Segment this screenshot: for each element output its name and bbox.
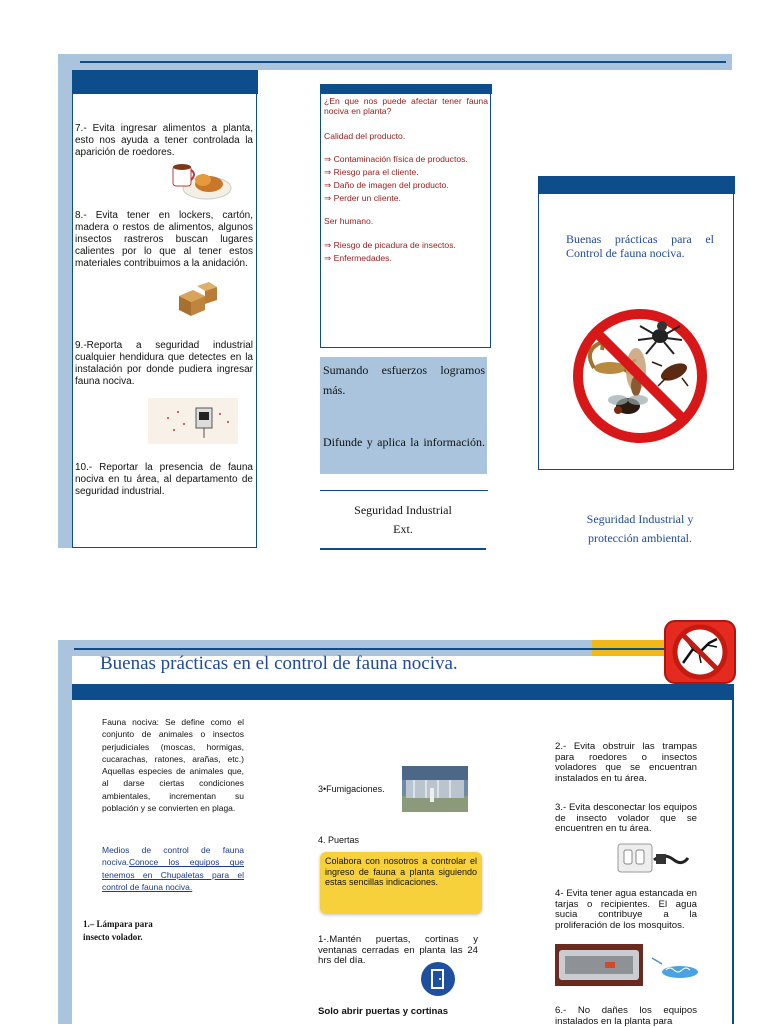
item-8: 8.- Evita tener en lockers, cartón, madera o restos de alimentos, algunos insectos rastreros buscan lugares calientes por lo que al tener estos materiales contribuimos a la anidación. [75,210,253,269]
medios-prefix: Medios de control de fauna nociva. [102,845,244,868]
alarm-sensor-image [148,398,238,444]
slogan-line-2: Difunde y aplica la información. [323,435,485,449]
no-insects-icon [570,306,710,446]
unplugged-outlet-image [616,840,690,878]
product-heading: Calidad del producto. [324,131,406,141]
item-4: 4- Evita tener agua estancada en tarjas o recipientes. El agua sucia contribuye a la proliferación de los mosquitos. [555,889,697,931]
list-item: ⇒ Riesgo de picadura de insectos. [324,240,456,250]
item-7: 7.- Evita ingresar alimentos a planta, esto nos ayuda a tener controlada la aparición de roedores. [75,123,253,158]
item-2: 2.- Evita obstruir las trampas para roedores o insectos voladores que se encuentran instalados en tu área. [555,741,697,784]
item-10: 10.- Reportar la presencia de fauna nociva en tu área, al departamento de seguridad industrial. [75,462,253,497]
bottom-left-strip [58,640,72,1024]
puertas-item-1: 1-.Mantén puertas, cortinas y ventanas cerradas en planta las 24 hrs del día. [318,934,478,966]
footer-line-1: Seguridad Industrial [354,503,452,517]
puertas: 4. Puertas [318,835,360,845]
bold-line: Solo abrir puertas y cortinas [318,1006,449,1017]
item-3: 3.- Evita desconectar los equipos de insecto volador que se encuentren en tu área. [555,802,697,834]
col2-footer-rule-bottom [320,548,486,550]
cover-header-bar [538,176,735,194]
medios-text [102,844,244,893]
left-strip [58,54,72,548]
item-lamp [83,918,203,944]
slogan-line-1: Sumando esfuerzos logramos más. [323,363,485,397]
food-image [163,158,233,202]
cover-footer: Seguridad Industrial y protección ambiental. [586,512,694,545]
item-lamp-line-1: 1.– Lámpara para [83,919,153,929]
footer-line-2: Ext. [393,522,413,536]
item-lamp-line-2: insecto volador. [83,932,143,942]
product-list [324,153,492,205]
bottom-top-line [74,648,674,650]
list-item: ⇒ Riesgo para el cliente. [324,167,419,177]
list-item: ⇒ Perder un cliente. [324,193,401,203]
callout-text: Colabora con nosotros a controlar el ingreso de fauna a planta siguiendo estas sencillas indicaciones. [325,856,477,887]
list-item: ⇒ Contaminación física de productos. [324,154,468,164]
col2-header-bar [320,84,492,94]
cover-title: Buenas prácticas para el Control de fauna nociva. [566,232,714,260]
item-9: 9.-Reporta a seguridad industrial cualquier hendidura que detectes en la instalación por donde pudiera ingresar fauna nociva. [75,340,253,387]
bottom-title: Buenas prácticas en el control de fauna nociva. [100,653,458,674]
definition: Fauna nociva: Se define como el conjunto de animales o insectos perjudiciales (moscas, hormigas, cucarachas, ratones, arañas, etc.) Aquellas especies de animales que, al darse ciertas condiciones ambientales, incrementan su población y se convierten en plaga. [102,717,244,814]
water-drain-image [648,956,700,980]
human-list [324,239,492,265]
bottom-right-rule [732,700,734,1024]
fumigaciones: 3•Fumigaciones. [318,784,385,794]
sink-image [555,944,643,986]
list-item: ⇒ Daño de imagen del producto. [324,180,449,190]
equipment-link[interactable]: Conoce los equipos que tenemos en Chupaletas para el control de fauna nociva. [102,857,244,892]
item-6: 6.- No dañes los equipos instalados en la planta para [555,1005,697,1027]
top-strip-line [80,61,726,63]
cardboard-boxes-image [175,278,219,318]
col2-footer-rule-top [320,490,488,491]
bottom-header-bar [72,684,734,700]
question: ¿En que nos puede afectar tener fauna nociva en planta? [324,96,488,116]
door-icon [418,960,458,998]
col1-header-bar [72,70,258,94]
no-mosquito-icon [663,619,737,685]
list-item: ⇒ Enfermedades. [324,253,392,263]
fumigation-photo [402,766,468,812]
human-heading: Ser humano. [324,216,374,226]
